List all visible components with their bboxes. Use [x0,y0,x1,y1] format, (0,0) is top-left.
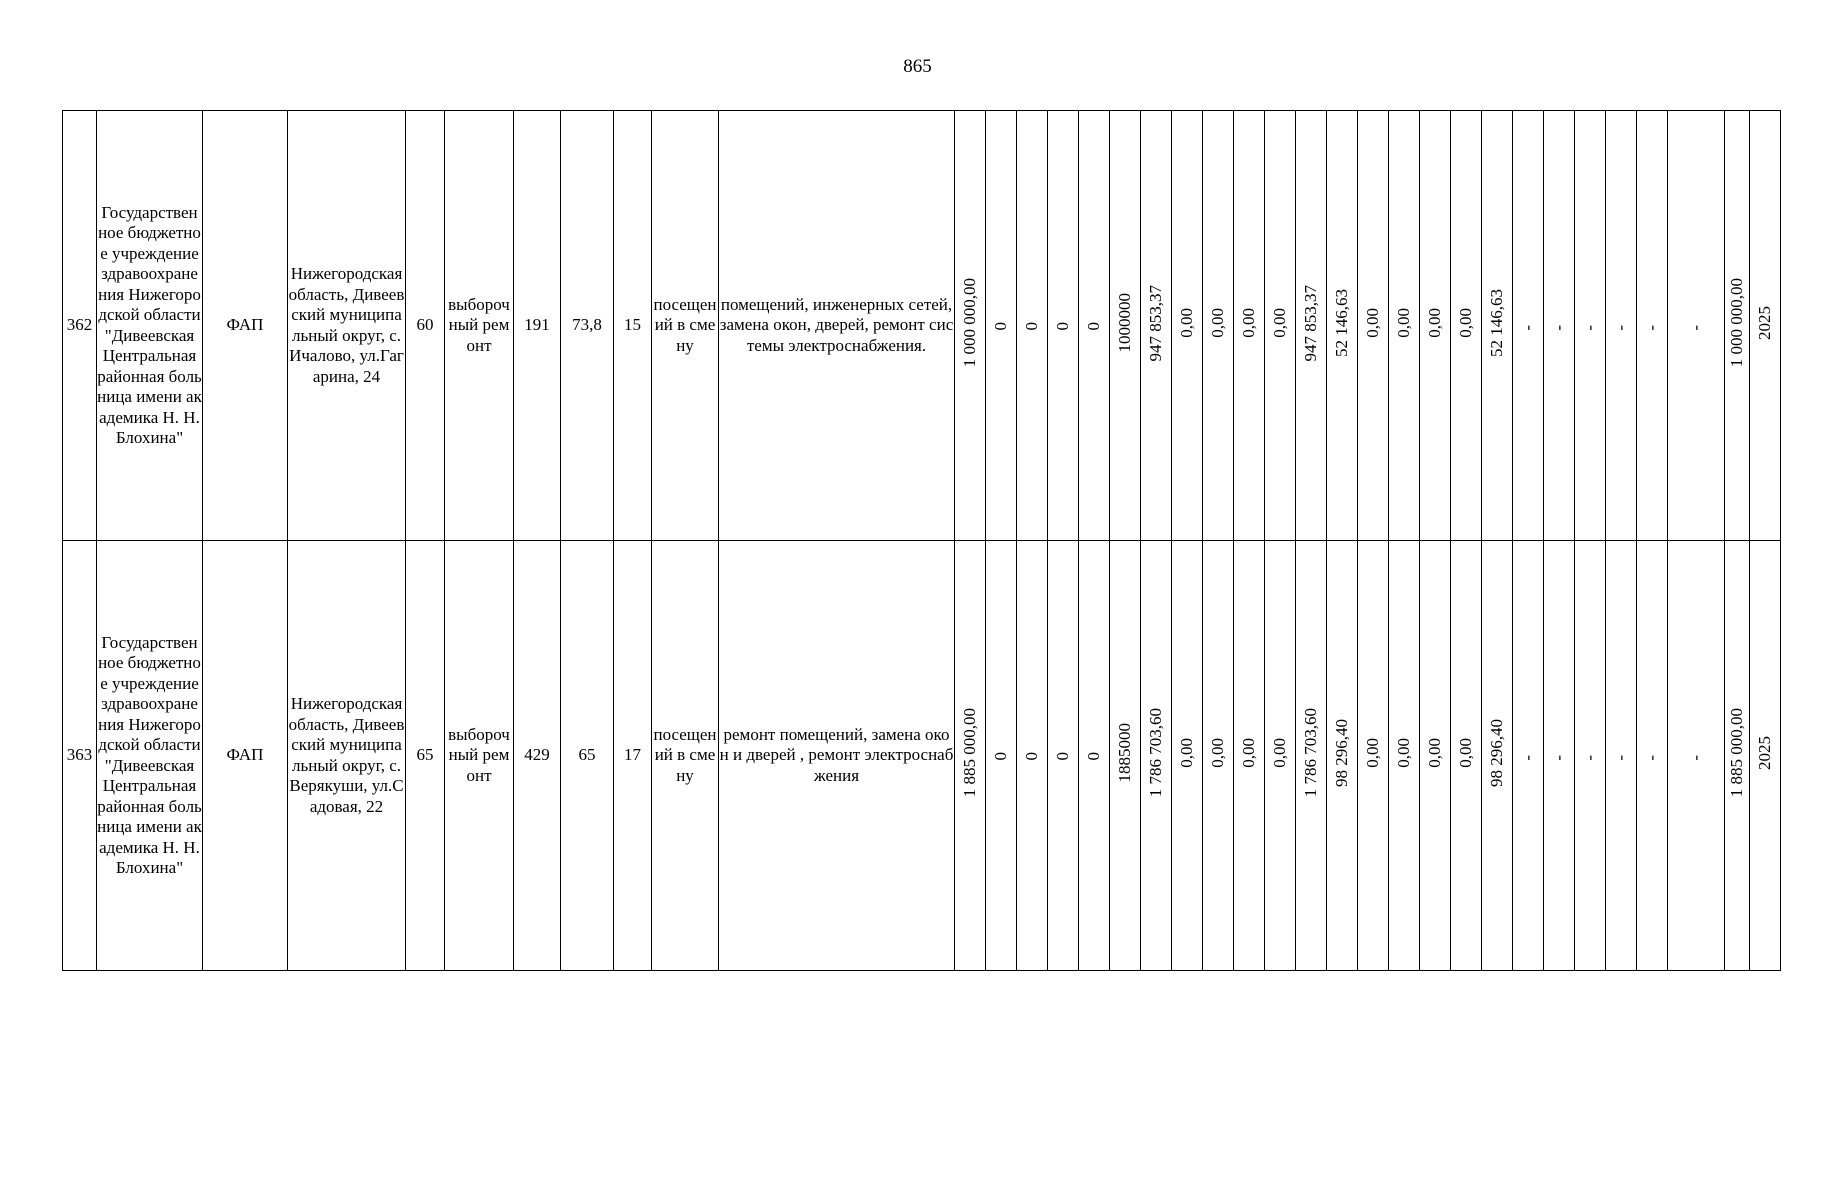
amount-cell [1606,111,1637,541]
amount-cell [1234,111,1265,541]
col-8-value: 17 [614,541,652,971]
amount-value: - [1686,754,1705,761]
amount-value: 0,00 [1394,307,1413,338]
amount-cell [955,111,986,541]
amount-cell [1482,541,1513,971]
amount-value: 0,00 [1363,737,1382,768]
organization-name: Государственное бюджетное учреждение здравоохранения Нижегородской области "Дивеевская Центральная районная больница имени академика Н. Н. Блохина" [97,111,203,541]
amount-value: 1885000 [1115,723,1134,783]
col-4-value: 60 [406,111,445,541]
amount-cell [1017,111,1048,541]
amount-cell [1358,541,1389,971]
row-number: 362 [63,111,97,541]
amount-value: - [1549,324,1568,331]
amount-value: - [1518,324,1537,331]
amount-value: - [1549,754,1568,761]
amount-value: 0 [1053,751,1072,761]
amount-value: 0,00 [1394,737,1413,768]
amount-value: 0 [991,751,1010,761]
amount-value: 0 [1084,751,1103,761]
amount-cell [1606,541,1637,971]
amount-cell [1327,111,1358,541]
amount-cell [1017,541,1048,971]
amount-cell [1296,111,1327,541]
amount-cell [1296,541,1327,971]
col-6-value: 191 [514,111,561,541]
row-number: 363 [63,541,97,971]
amount-value: 1 786 703,60 [1146,708,1165,798]
amount-cell [1110,541,1141,971]
amount-cell [1668,541,1725,971]
amount-value: 2025 [1755,735,1774,770]
amount-value: 0 [1022,321,1041,331]
amount-value: 52 146,63 [1332,288,1351,357]
amount-cell [1141,541,1172,971]
repair-type: выборочный ремонт [445,541,514,971]
amount-value: 947 853,37 [1146,284,1165,361]
amount-value: 0 [991,321,1010,331]
amount-cell [1575,111,1606,541]
col-7-value: 65 [561,541,614,971]
amount-cell [1203,541,1234,971]
amount-cell [1482,111,1513,541]
amount-value: 0,00 [1456,737,1475,768]
col-4-value: 65 [406,541,445,971]
amount-cell [1048,111,1079,541]
amount-cell [1265,541,1296,971]
amount-value: 0 [1022,751,1041,761]
amount-value: 0,00 [1177,737,1196,768]
amount-cell [1668,111,1725,541]
amount-cell [1451,541,1482,971]
capacity-unit: посещений в смену [652,111,719,541]
amount-value: 98 296,40 [1332,718,1351,787]
amount-value: - [1580,324,1599,331]
page-number: 865 [903,56,932,77]
col-6-value: 429 [514,541,561,971]
amount-cell [1327,541,1358,971]
amount-cell [1389,541,1420,971]
amount-cell [1203,111,1234,541]
amount-cell [1234,541,1265,971]
amount-cell [1513,111,1544,541]
amount-cell [1637,111,1668,541]
amount-cell [1079,541,1110,971]
amount-value: 0,00 [1270,737,1289,768]
amount-value: 0,00 [1177,307,1196,338]
amount-value: 0,00 [1425,737,1444,768]
amount-value: - [1611,324,1630,331]
amount-value: 0,00 [1425,307,1444,338]
works-description: помещений, инженерных сетей, замена окон, дверей, ремонт системы электроснабжения. [719,111,955,541]
repair-type: выборочный ремонт [445,111,514,541]
amount-cell [1544,111,1575,541]
amount-cell [1725,111,1750,541]
amount-cell [1389,111,1420,541]
amount-value: 1 885 000,00 [1727,708,1746,798]
amount-value: 0,00 [1456,307,1475,338]
amount-cell [1451,111,1482,541]
facility-type: ФАП [203,111,288,541]
amount-cell [1544,541,1575,971]
amount-value: 0,00 [1239,737,1258,768]
amount-value: - [1580,754,1599,761]
facility-address: Нижегородская область, Дивеевский муниципальный округ, с. Верякуши, ул.Садовая, 22 [288,541,406,971]
amount-cell [986,541,1017,971]
amount-cell [1637,541,1668,971]
amount-value: 0,00 [1208,737,1227,768]
organization-name: Государственное бюджетное учреждение здравоохранения Нижегородской области "Дивеевская Центральная районная больница имени академика Н. Н. Блохина" [97,541,203,971]
amount-value: 947 853,37 [1301,284,1320,361]
amount-value: - [1642,324,1661,331]
amount-value: - [1686,324,1705,331]
amount-value: - [1611,754,1630,761]
amount-cell [1265,111,1296,541]
facility-type: ФАП [203,541,288,971]
amount-cell [1358,111,1389,541]
data-table [62,110,1812,971]
amount-cell [1110,111,1141,541]
amount-cell [1420,541,1451,971]
amount-cell [1750,111,1781,541]
amount-cell [1725,541,1750,971]
amount-value: 0,00 [1363,307,1382,338]
amount-value: 52 146,63 [1487,288,1506,357]
amount-value: 0,00 [1239,307,1258,338]
col-7-value: 73,8 [561,111,614,541]
amount-value: 1 786 703,60 [1301,708,1320,798]
amount-cell [1048,541,1079,971]
amount-value: - [1642,754,1661,761]
capacity-unit: посещений в смену [652,541,719,971]
col-8-value: 15 [614,111,652,541]
amount-value: 1000000 [1115,293,1134,353]
facility-address: Нижегородская область, Дивеевский муниципальный округ, с. Ичалово, ул.Гагарина, 24 [288,111,406,541]
amount-cell [955,541,986,971]
table-row [63,541,1812,971]
amount-cell [986,111,1017,541]
amount-cell [1750,541,1781,971]
amount-value: 98 296,40 [1487,718,1506,787]
amount-value: 0,00 [1270,307,1289,338]
amount-value: 1 885 000,00 [960,708,979,798]
amount-value: 1 000 000,00 [960,278,979,368]
amount-value: 0 [1084,321,1103,331]
amount-cell [1575,541,1606,971]
amount-cell [1141,111,1172,541]
amount-value: 1 000 000,00 [1727,278,1746,368]
amount-value: 0,00 [1208,307,1227,338]
amount-value: 2025 [1755,305,1774,340]
amount-cell [1079,111,1110,541]
table-row [63,111,1812,541]
amount-cell [1513,541,1544,971]
amount-cell [1172,111,1203,541]
amount-value: 0 [1053,321,1072,331]
works-description: ремонт помещений, замена окон и дверей , ремонт электроснабжения [719,541,955,971]
amount-value: - [1518,754,1537,761]
amount-cell [1420,111,1451,541]
amount-cell [1172,541,1203,971]
